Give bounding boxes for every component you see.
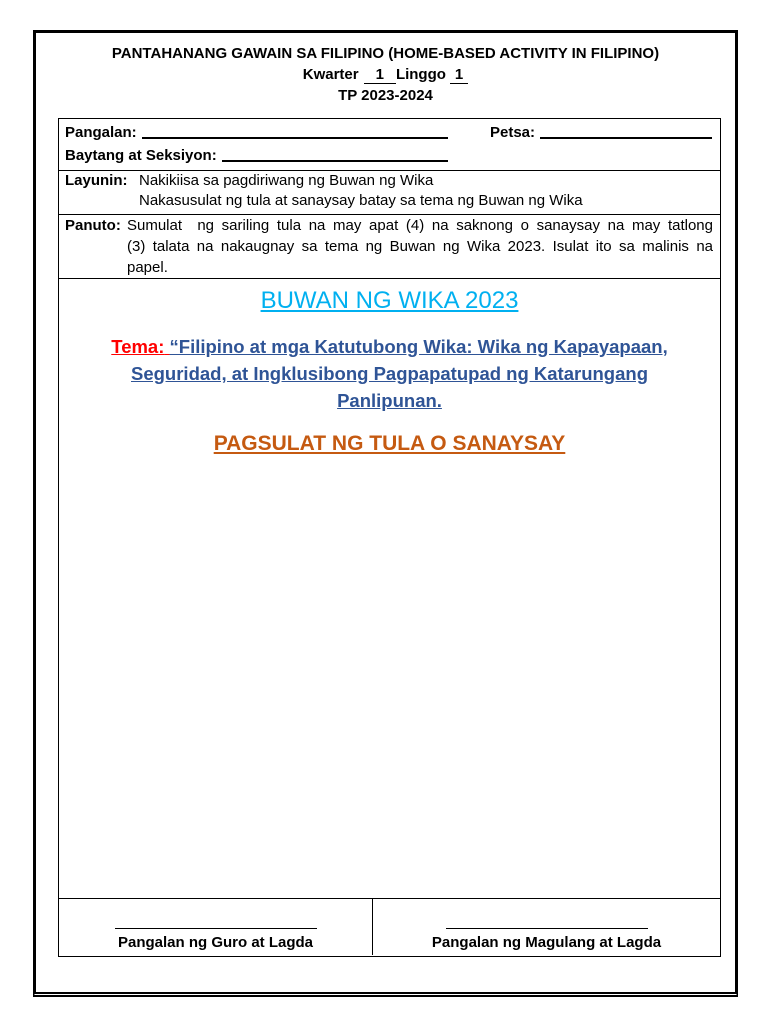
name-blank-line: [142, 137, 448, 139]
date-label: Petsa:: [490, 124, 536, 141]
worksheet-table: [58, 118, 721, 957]
worksheet-header: [33, 43, 738, 106]
name-label: Pangalan:: [65, 124, 137, 141]
objectives-text: [139, 171, 583, 211]
theme-line: [59, 360, 720, 387]
instructions-row: [59, 215, 720, 279]
teacher-signature-label: Pangalan ng Guro at Lagda: [117, 934, 314, 951]
event-title: BUWAN NG WIKA 2023: [260, 287, 519, 314]
quarter-week-line: [33, 64, 738, 85]
objective-line: Nakikiisa sa pagdiriwang ng Buwan ng Wika: [139, 172, 434, 189]
objectives-row: [59, 171, 720, 215]
name-field: [65, 122, 448, 144]
instructions-text: [127, 215, 713, 278]
week-value: 1: [450, 67, 468, 84]
theme-text: Seguridad, at Ingklusibong Pagpapatupad ng Katarungang: [131, 363, 648, 384]
objectives-label: Layunin:: [65, 172, 128, 189]
quarter-value: 1: [364, 67, 396, 84]
instruction-line: papel.: [127, 259, 168, 276]
parent-signature-cell: [373, 899, 720, 955]
worksheet-title: PANTAHANANG GAWAIN SA FILIPINO (HOME-BASED ACTIVITY IN FILIPINO): [111, 45, 660, 62]
grade-section-label: Baytang at Seksiyon:: [65, 147, 217, 164]
instruction-line: (3) talata na nakaugnay sa tema ng Buwan ng Wika 2023. Isulat ito sa malinis na: [127, 238, 713, 255]
teacher-signature-line: [115, 928, 317, 929]
theme-label-text: Tema:: [111, 336, 165, 357]
grade-section-blank-line: [222, 160, 448, 162]
objective-line: Nakasusulat ng tula at sanaysay batay sa tema ng Buwan ng Wika: [139, 192, 583, 209]
task-title: PAGSULAT NG TULA O SANAYSAY: [213, 432, 566, 455]
school-year: TP 2023-2024: [338, 87, 433, 104]
parent-signature-line: [446, 928, 648, 929]
theme-line: [59, 333, 720, 360]
student-info-row: [59, 119, 720, 171]
week-label: Linggo: [395, 66, 446, 83]
theme-line: [59, 387, 720, 414]
parent-signature-label: Pangalan ng Magulang at Lagda: [431, 934, 662, 951]
content-area: [59, 279, 720, 899]
theme-text: “Filipino at mga Katutubong Wika: Wika ng Kapayapaan,: [169, 336, 668, 357]
instruction-line: Sumulat ng sariling tula na may apat (4) na saknong o sanaysay na may tatlong: [127, 217, 713, 234]
quarter-label: Kwarter: [302, 66, 359, 83]
date-blank-line: [540, 137, 712, 139]
theme-text: Panlipunan.: [337, 390, 442, 411]
theme-label: [111, 336, 169, 357]
signature-row: [59, 899, 720, 956]
theme-block: [59, 333, 720, 414]
date-field: [490, 122, 712, 144]
instructions-label: Panuto:: [65, 217, 121, 234]
grade-section-field: [65, 145, 448, 167]
teacher-signature-cell: [59, 899, 373, 955]
